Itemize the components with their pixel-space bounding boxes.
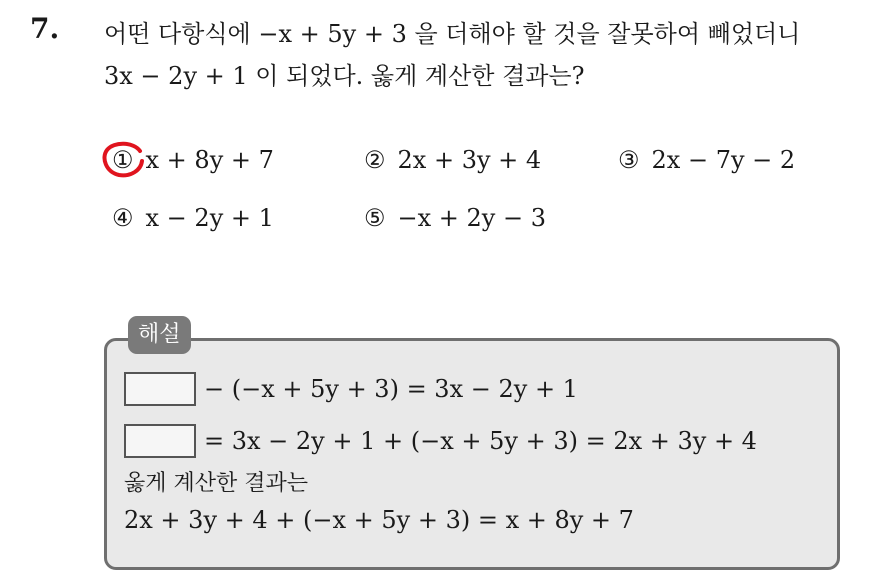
choice-4-text: x − 2y + 1 [145,204,274,232]
choice-3-number: ③ [618,146,640,174]
answer-circle-mark [100,139,146,179]
question-number: 7. [30,12,60,45]
solution-line-2 [124,424,757,458]
question-text-line-1: 어떤 다항식에 −x + 5y + 3 을 더해야 할 것을 잘못하여 빼었더니 [104,20,801,48]
solution-line-3: 옳게 계산한 결과는 [124,471,309,496]
choice-1-text: x + 8y + 7 [145,146,274,174]
choice-4[interactable] [112,204,274,232]
choice-5-number: ⑤ [364,204,386,232]
choice-2-text: 2x + 3y + 4 [397,146,542,174]
question-text-line-2: 3x − 2y + 1 이 되었다. 옳게 계산한 결과는? [104,62,585,90]
choice-2[interactable] [364,146,541,174]
choice-1-number: ① [112,146,134,174]
solution-line-1 [124,372,578,406]
choice-3[interactable] [618,146,795,174]
choice-4-number: ④ [112,204,134,232]
blank-box [124,372,196,406]
choice-2-number: ② [364,146,386,174]
choice-5-text: −x + 2y − 3 [397,204,546,232]
choice-5[interactable] [364,204,546,232]
solution-tab: 해설 [128,316,191,354]
blank-box [124,424,196,458]
solution-line-2-text: = 3x − 2y + 1 + (−x + 5y + 3) = 2x + 3y + 4 [204,427,757,455]
choice-3-text: 2x − 7y − 2 [651,146,796,174]
solution-line-1-text: − (−x + 5y + 3) = 3x − 2y + 1 [204,375,578,403]
solution-line-4: 2x + 3y + 4 + (−x + 5y + 3) = x + 8y + 7 [124,506,634,534]
